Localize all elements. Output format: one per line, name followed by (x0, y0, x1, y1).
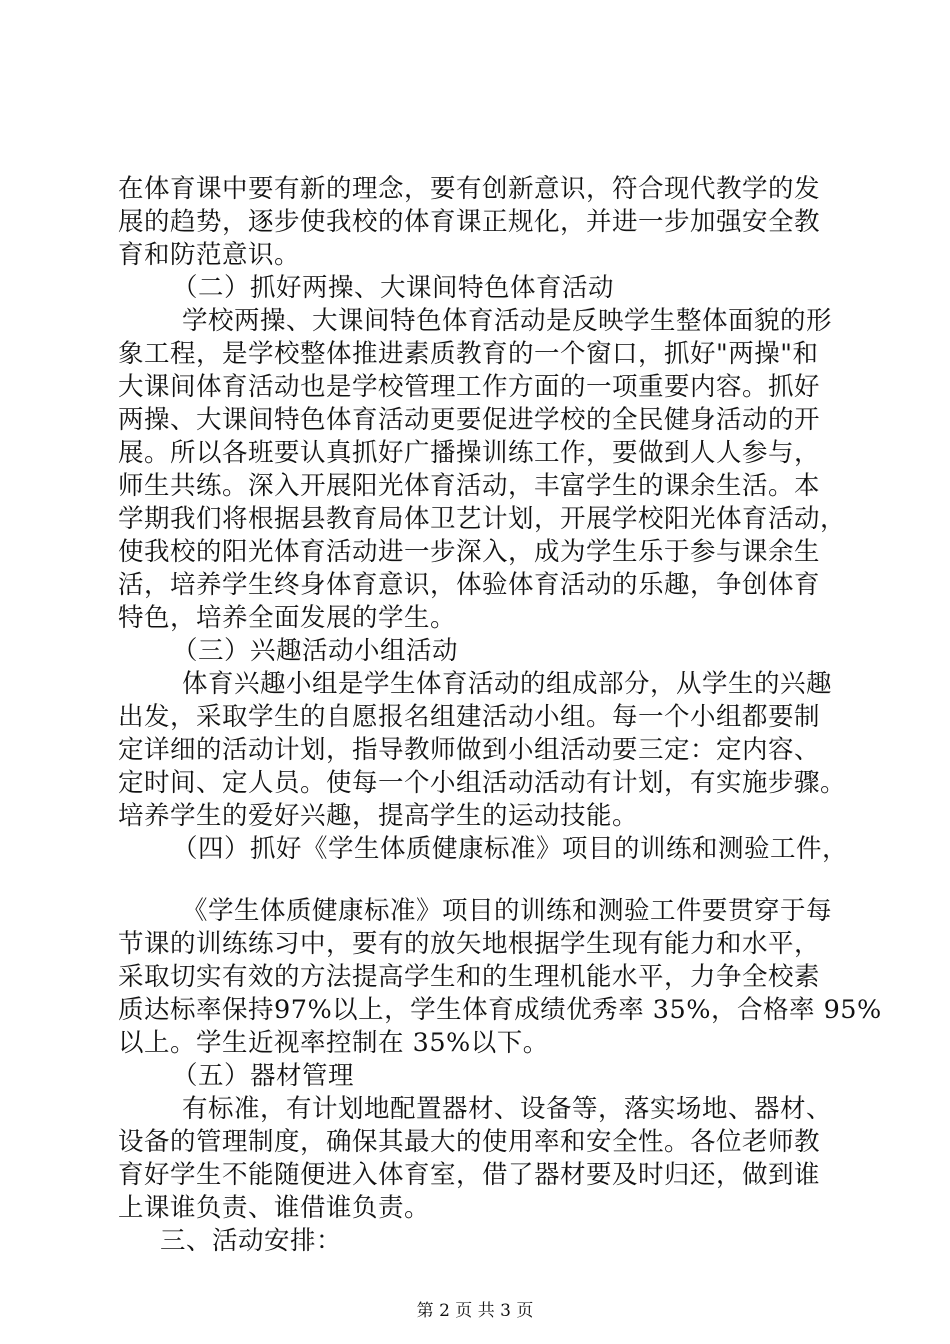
body-text-line: 采取切实有效的方法提高学生和的生理机能水平，力争全校素 (118, 962, 821, 992)
body-text-line: 《学生体质健康标准》项目的训练和测验工件要贯穿于每 (182, 896, 833, 926)
body-text-line: 有标准，有计划地配置器材、设备等，落实场地、器材、 (182, 1094, 833, 1124)
section-heading-5: （五）器材管理 (172, 1061, 355, 1091)
page-footer: 第 2 页 共 3 页 (416, 1301, 534, 1321)
body-text-line: 使我校的阳光体育活动进一步深入，成为学生乐于参与课余生 (118, 537, 821, 567)
body-text-line: 展。所以各班要认真抓好广播操训练工作，要做到人人参与， (118, 438, 821, 468)
body-text-line: 大课间体育活动也是学校管理工作方面的一项重要内容。抓好 (118, 372, 821, 402)
body-text-line: 节课的训练练习中，要有的放矢地根据学生现有能力和水平， (118, 929, 821, 959)
section-heading-4: （四）抓好《学生体质健康标准》项目的训练和测验工件， (172, 834, 849, 864)
body-text-line: 设备的管理制度，确保其最大的使用率和安全性。各位老师教 (118, 1127, 821, 1157)
body-text-line: 育和防范意识。 (118, 240, 301, 270)
section-heading-main: 三、活动安排： (160, 1226, 343, 1256)
body-text-line: 象工程，是学校整体推进素质教育的一个窗口，抓好"两操"和 (118, 339, 819, 369)
body-text-line: 特色，培养全面发展的学生。 (118, 603, 457, 633)
section-heading-2: （二）抓好两操、大课间特色体育活动 (172, 273, 615, 303)
body-text-line: 育好学生不能随便进入体育室，借了器材要及时归还，做到谁 (118, 1160, 821, 1190)
body-text-line: 师生共练。深入开展阳光体育活动，丰富学生的课余生活。本 (118, 471, 821, 501)
body-text-line: 学校两操、大课间特色体育活动是反映学生整体面貌的形 (182, 306, 833, 336)
body-text-line: 展的趋势，逐步使我校的体育课正规化，并进一步加强安全教 (118, 207, 821, 237)
body-text-line: 两操、大课间特色体育活动更要促进学校的全民健身活动的开 (118, 405, 821, 435)
body-text-line: 学期我们将根据县教育局体卫艺计划，开展学校阳光体育活动， (118, 504, 847, 534)
body-text-line: 出发，采取学生的自愿报名组建活动小组。每一个小组都要制 (118, 702, 821, 732)
body-text-line: 活，培养学生终身体育意识，体验体育活动的乐趣，争创体育 (118, 570, 821, 600)
body-text-line: 上课谁负责、谁借谁负责。 (118, 1193, 431, 1223)
body-text-line: 定详细的活动计划，指导教师做到小组活动要三定：定内容、 (118, 735, 821, 765)
body-text-line: 质达标率保持97%以上，学生体育成绩优秀率 35%，合格率 95% (118, 995, 882, 1025)
body-text-line: 定时间、定人员。使每一个小组活动活动有计划，有实施步骤。 (118, 768, 847, 798)
section-heading-3: （三）兴趣活动小组活动 (172, 636, 459, 666)
body-text-line: 体育兴趣小组是学生体育活动的组成部分，从学生的兴趣 (182, 669, 833, 699)
body-text-line: 培养学生的爱好兴趣，提高学生的运动技能。 (118, 801, 639, 831)
body-text-line: 以上。学生近视率控制在 35%以下。 (118, 1028, 549, 1058)
body-text-line: 在体育课中要有新的理念，要有创新意识，符合现代教学的发 (118, 174, 821, 204)
